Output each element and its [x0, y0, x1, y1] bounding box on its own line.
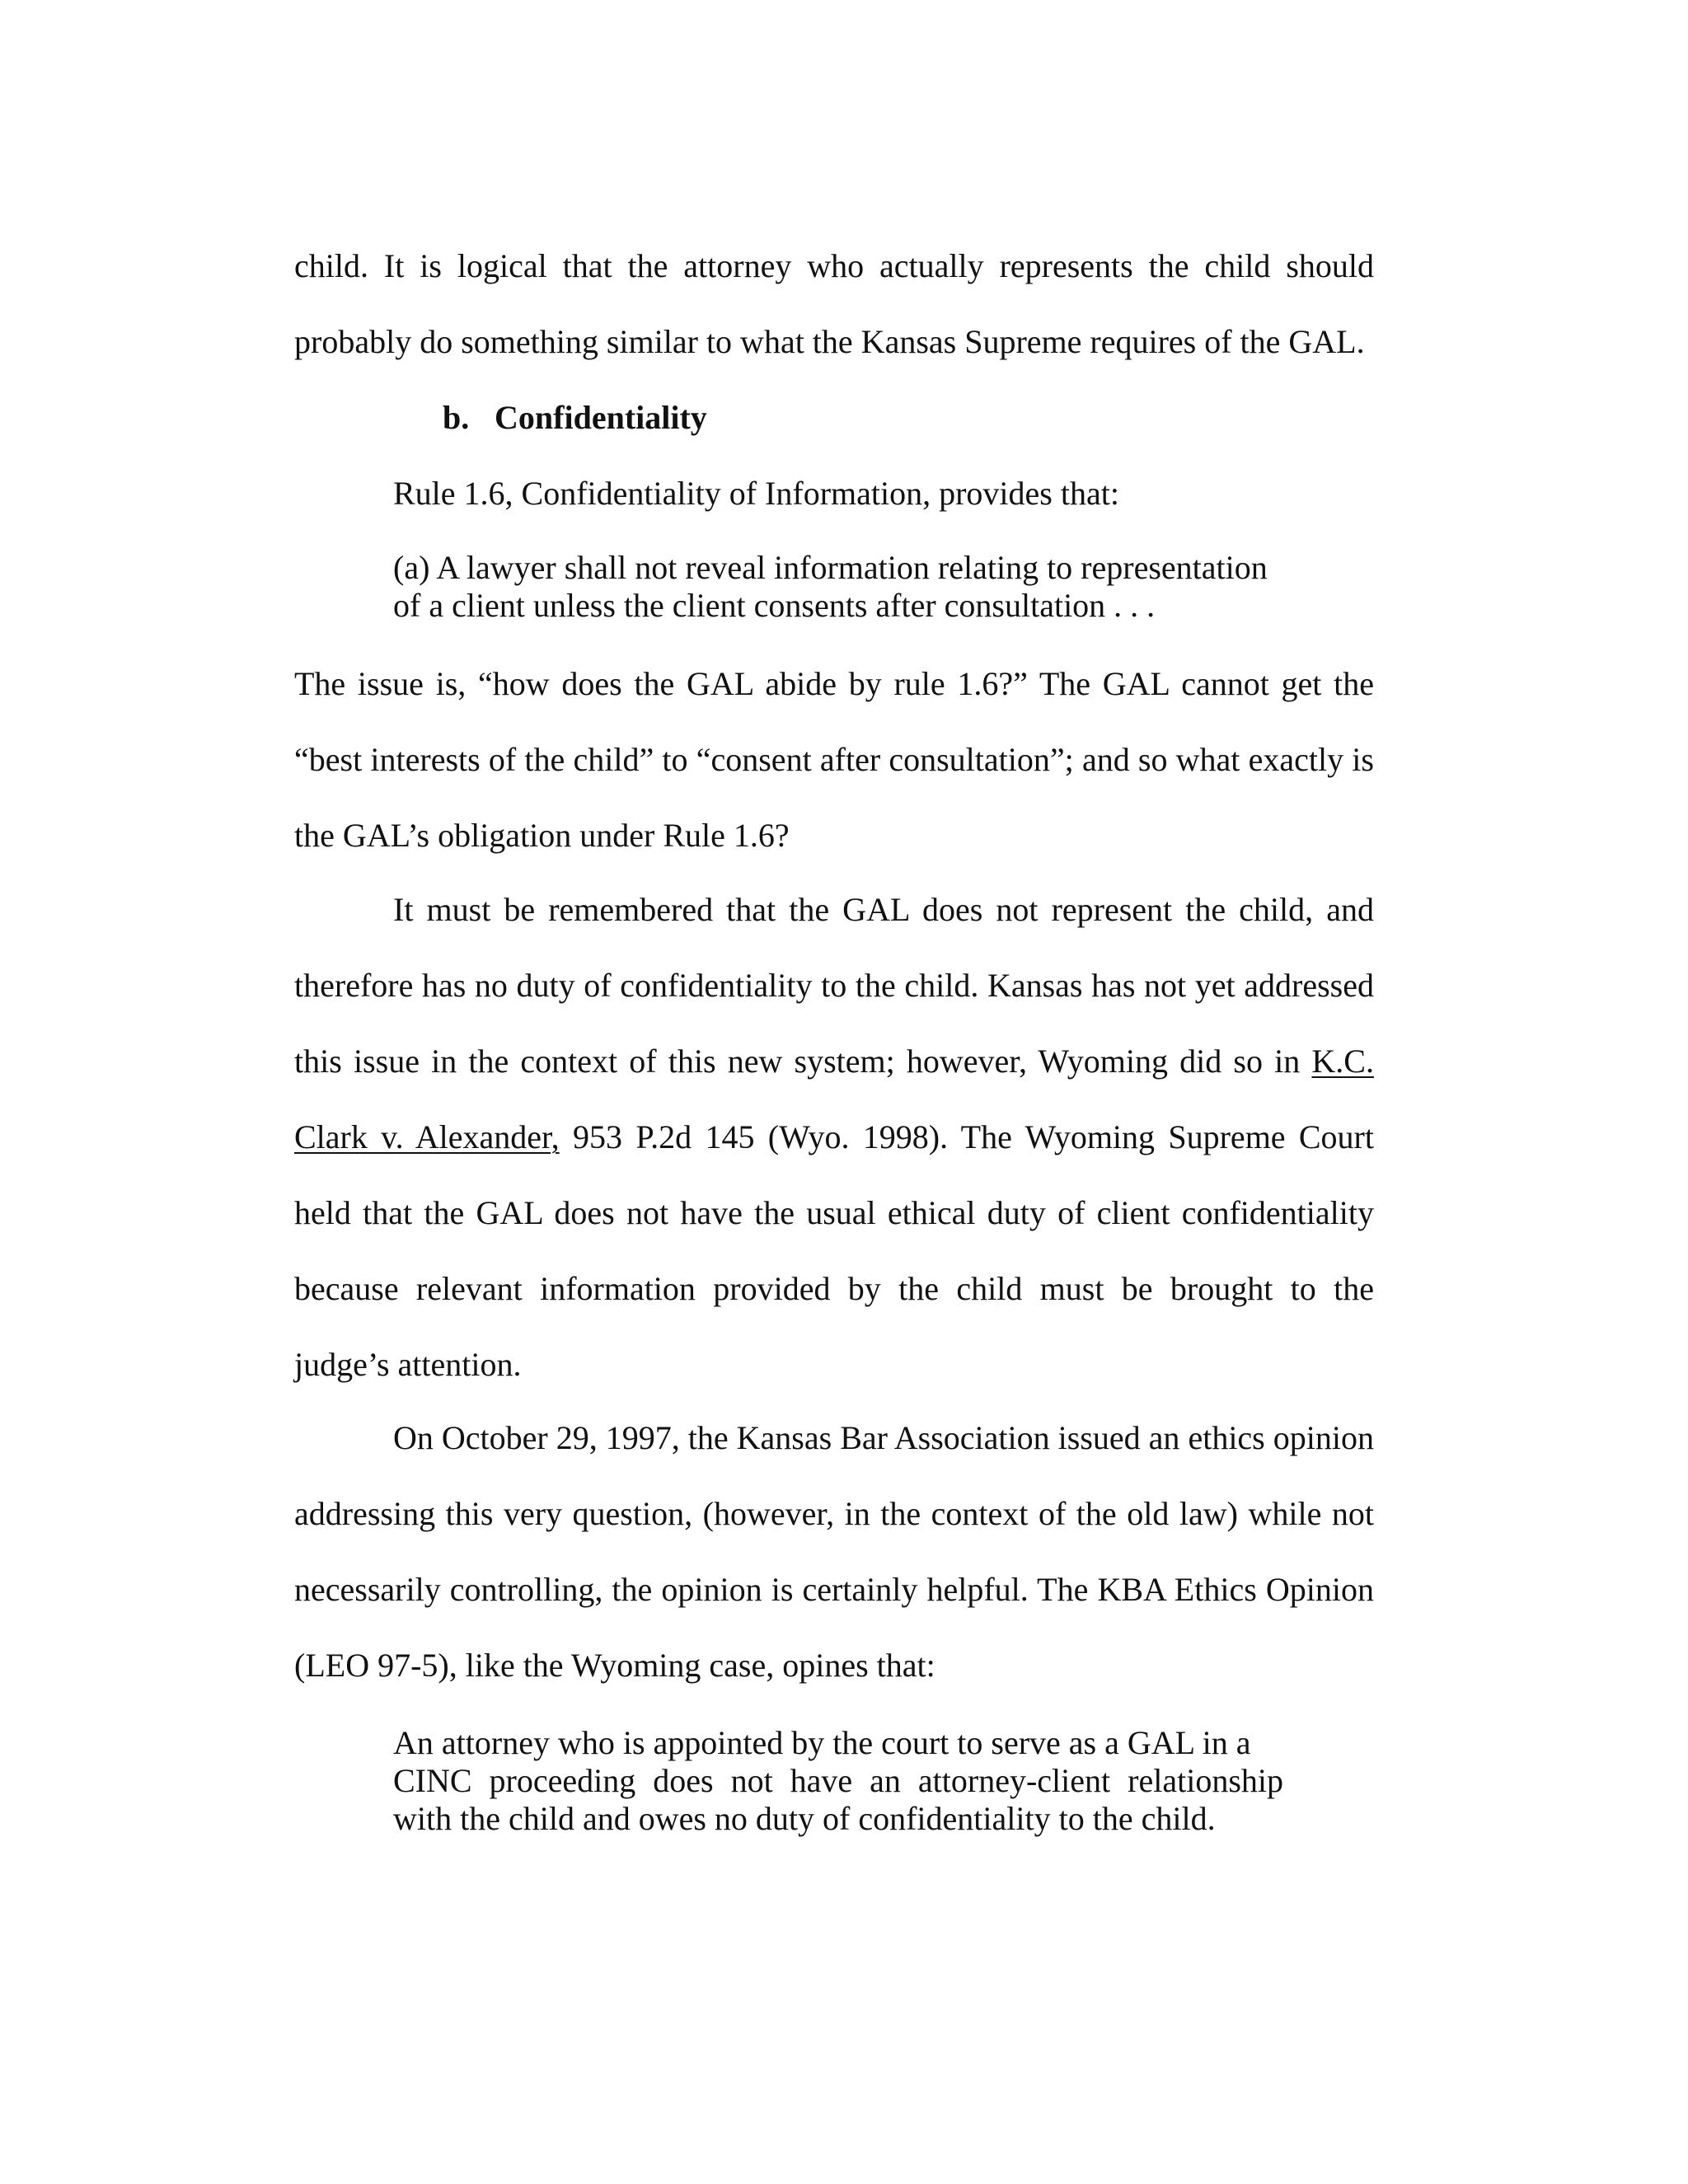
heading-marker: b. [443, 399, 470, 436]
quote-line: An attorney who is appointed by the court to serve as a GAL in a [393, 1724, 1251, 1761]
paragraph-issue: The issue is, “how does the GAL abide by rule 1.6?” The GAL cannot get the “best interests of the child” to “consent after consultation”; and so what exactly is the GAL’s obligation under Rule 1.6? [294, 665, 1374, 854]
quote-line: with the child and owes no duty of confidentiality to the child. [393, 1800, 1216, 1837]
case-citation: K.C. Clark v. Alexander, [294, 1043, 1374, 1155]
paragraph-gal-role: child. It is logical that the attorney who actually represents the child should probably do something similar to what the Kansas Supreme requires of the GAL. [294, 247, 1374, 360]
quote-line: (a) A lawyer shall not reveal information relating to representation [393, 549, 1268, 586]
rule-intro: Rule 1.6, Confidentiality of Information, provides that: [393, 475, 1119, 512]
paragraph-text: 953 P.2d 145 (Wyo. 1998). The Wyoming Supreme Court held that the GAL does not have the usual ethical duty of client confidentiality because relevant information provided by the child must be brought to the judge’s attention. [294, 1118, 1374, 1383]
heading-title: Confidentiality [495, 399, 707, 436]
section-heading-confidentiality [443, 380, 707, 456]
quote-line: CINC proceeding does not have an attorney-client relationship [393, 1762, 1283, 1799]
paragraph-ethics-opinion: On October 29, 1997, the Kansas Bar Association issued an ethics opinion addressing this very question, (however, in the context of the old law) while not necessarily controlling, the opinion is certainly helpful. The KBA Ethics Opinion (LEO 97-5), like the Wyoming case, opines that: [294, 1419, 1374, 1684]
quote-line: of a client unless the client consents after consultation . . . [393, 587, 1156, 624]
paragraph-no-duty [294, 872, 1374, 1403]
block-quote-rule-1-6 [393, 549, 1283, 625]
paragraph-text: It must be remembered that the GAL does not represent the child, and therefore has no duty of confidentiality to the child. Kansas has not yet addressed this issue in the context of this new system; however, Wyoming did so in [294, 891, 1374, 1080]
block-quote-leo-97-5 [393, 1724, 1283, 1838]
